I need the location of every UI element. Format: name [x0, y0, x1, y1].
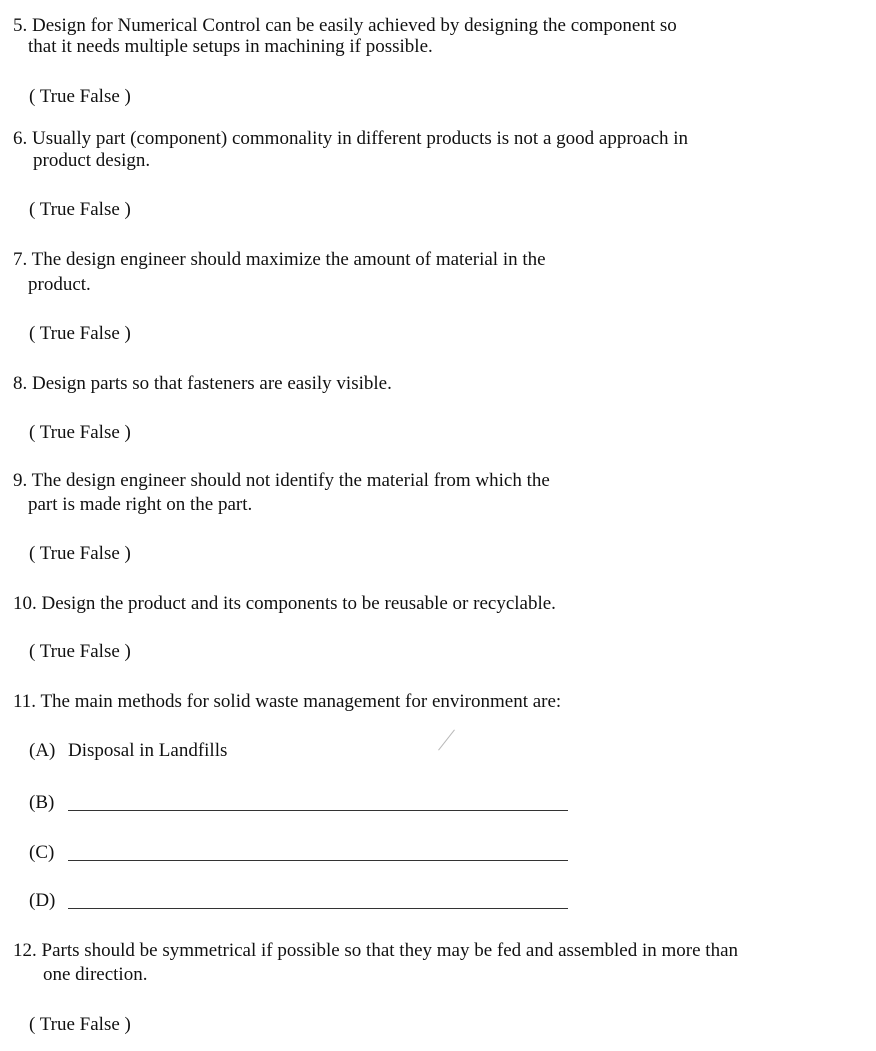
question-9-text-line2: part is made right on the part.: [28, 494, 253, 515]
question-5-text-line1: 5. Design for Numerical Control can be easily achieved by designing the component so: [13, 15, 677, 36]
option-a-text: Disposal in Landfills: [68, 740, 228, 761]
question-6-answer[interactable]: ( True False ): [29, 199, 131, 220]
question-12-answer[interactable]: ( True False ): [29, 1014, 131, 1035]
question-8-text-line1: 8. Design parts so that fasteners are easily visible.: [13, 373, 392, 394]
question-5-answer[interactable]: ( True False ): [29, 86, 131, 107]
option-b-label: (B): [29, 792, 55, 813]
option-c-answer-blank[interactable]: [68, 860, 568, 861]
option-d-answer-blank[interactable]: [68, 908, 568, 909]
question-10-answer[interactable]: ( True False ): [29, 641, 131, 662]
question-10-text-line1: 10. Design the product and its components to be reusable or recyclable.: [13, 593, 556, 614]
question-6-text-line1: 6. Usually part (component) commonality in different products is not a good approach in: [13, 128, 689, 149]
question-12-text-line2: one direction.: [43, 964, 148, 985]
option-c-label: (C): [29, 842, 55, 863]
question-12-text-line1: 12. Parts should be symmetrical if possible so that they may be fed and assembled in more than: [13, 940, 739, 961]
option-d-label: (D): [29, 890, 56, 911]
question-7-answer[interactable]: ( True False ): [29, 323, 131, 344]
option-b-answer-blank[interactable]: [68, 810, 568, 811]
question-11-text-line1: 11. The main methods for solid waste management for environment are:: [13, 691, 562, 712]
scan-mark: [438, 729, 455, 750]
option-a-label: (A): [29, 740, 56, 761]
question-9-answer[interactable]: ( True False ): [29, 543, 131, 564]
question-7-text-line2: product.: [28, 274, 91, 295]
question-6-text-line2: product design.: [33, 150, 151, 171]
question-7-text-line1: 7. The design engineer should maximize the amount of material in the: [13, 249, 546, 270]
question-5-text-line2: that it needs multiple setups in machining if possible.: [28, 36, 433, 57]
question-9-text-line1: 9. The design engineer should not identify the material from which the: [13, 470, 550, 491]
question-8-answer[interactable]: ( True False ): [29, 422, 131, 443]
